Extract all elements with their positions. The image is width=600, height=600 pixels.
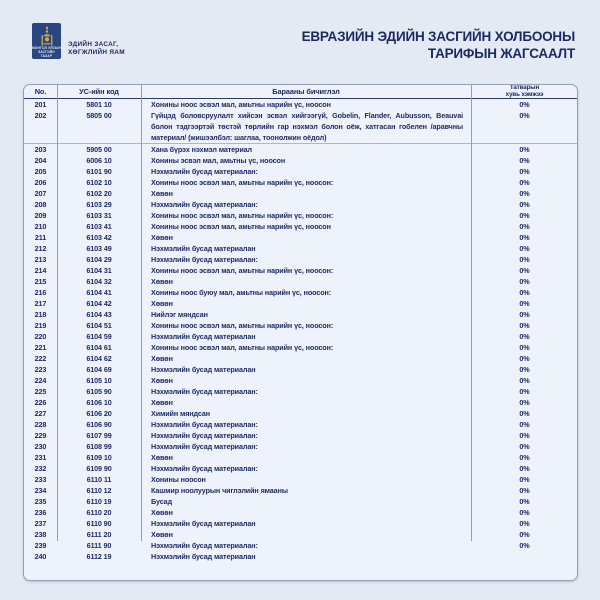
- cell-rate: 0%: [519, 222, 530, 231]
- cell-rate: 0%: [519, 387, 530, 396]
- cell-no: 225: [34, 387, 47, 396]
- cell-rate: 0%: [519, 100, 530, 109]
- table-row: [24, 298, 577, 309]
- cell-no: 215: [34, 277, 47, 286]
- table-row: [24, 276, 577, 287]
- cell-code: 6111 90: [86, 541, 112, 550]
- cell-code: 6106 10: [86, 398, 112, 407]
- cell-desc: Хонины ноос эсвэл мал, амьтны нарийн үс, ноосон:: [151, 321, 334, 330]
- cell-rate: 0%: [519, 145, 530, 154]
- cell-desc: Хонины ноос эсвэл мал, амьтны нарийн үс, ноосон:: [151, 211, 334, 220]
- table-row: [24, 188, 577, 199]
- cell-desc: Нийлэг мяндсан: [151, 310, 208, 319]
- table-row: [24, 166, 577, 177]
- cell-desc: Хана бүрэх нэхмэл материал: [151, 145, 253, 154]
- cell-desc: Хонины ноос буюу мал, амьтны нарийн үс, ноосон:: [151, 288, 332, 297]
- cell-code: 6103 31: [86, 211, 112, 220]
- cell-code: 6106 90: [86, 420, 112, 429]
- cell-no: 220: [34, 332, 47, 341]
- cell-rate: 0%: [519, 167, 530, 176]
- cell-no: 227: [34, 409, 47, 418]
- cell-no: 240: [34, 552, 47, 561]
- cell-code: 6106 20: [86, 409, 112, 418]
- cell-code: 6110 20: [86, 508, 112, 517]
- table-row: [24, 540, 577, 551]
- cell-no: 236: [34, 508, 47, 517]
- ministry-line1: ЭДИЙН ЗАСАГ,: [68, 41, 119, 48]
- col-header-description: Барааны бичиглэл: [272, 86, 340, 96]
- cell-rate: 0%: [519, 508, 530, 517]
- table-row: [24, 177, 577, 188]
- cell-code: 6110 11: [86, 475, 112, 484]
- cell-desc: Хонины ноос эсвэл мал, амьтны нарийн үс, ноосон: [151, 100, 331, 109]
- cell-rate: 0%: [519, 288, 530, 297]
- cell-no: 239: [34, 541, 47, 550]
- cell-code: 6104 51: [86, 321, 112, 330]
- table-row: [24, 397, 577, 408]
- cell-no: 203: [34, 145, 47, 154]
- cell-desc: Нэхмэлийн бусад материалан:: [151, 167, 258, 176]
- cell-no: 228: [34, 420, 47, 429]
- cell-desc: Хонины ноос эсвэл мал, амьтны нарийн үс, ноосон:: [151, 343, 334, 352]
- table-row: [24, 342, 577, 353]
- column-divider: [471, 85, 472, 541]
- table-row: [24, 485, 577, 496]
- cell-desc: Нэхмэлийн бусад материалан:: [151, 431, 258, 440]
- cell-rate: 0%: [519, 530, 530, 539]
- cell-rate: 0%: [519, 442, 530, 451]
- cell-rate: 0%: [519, 431, 530, 440]
- cell-code: 6104 41: [86, 288, 112, 297]
- cell-no: 216: [34, 288, 47, 297]
- cell-desc: Хонины ноос эсвэл мал, амьтны нарийн үс, ноосон:: [151, 266, 334, 275]
- table-header-row: [24, 85, 577, 99]
- table-row: [24, 408, 577, 419]
- cell-rate: 0%: [519, 299, 530, 308]
- cell-code: 6101 90: [86, 167, 112, 176]
- cell-no: 207: [34, 189, 47, 198]
- cell-no: 231: [34, 453, 47, 462]
- cell-rate: 0%: [519, 519, 530, 528]
- cell-code: 6104 59: [86, 332, 112, 341]
- cell-no: 212: [34, 244, 47, 253]
- cell-code: 6104 69: [86, 365, 112, 374]
- page-title-line2: ТАРИФЫН ЖАГСААЛТ: [427, 45, 575, 61]
- cell-rate: 0%: [519, 156, 530, 165]
- cell-no: 214: [34, 266, 47, 275]
- table-row: [24, 232, 577, 243]
- cell-code: 6105 10: [86, 376, 112, 385]
- table-row: [24, 375, 577, 386]
- column-divider: [141, 85, 142, 541]
- cell-no: 211: [34, 233, 47, 242]
- cell-desc: Нэхмэлийн бусад материалан: [151, 519, 256, 528]
- cell-no: 221: [34, 343, 47, 352]
- cell-no: 235: [34, 497, 47, 506]
- cell-rate: 0%: [519, 211, 530, 220]
- cell-no: 201: [34, 100, 47, 109]
- cell-rate: 0%: [519, 277, 530, 286]
- cell-rate: 0%: [519, 266, 530, 275]
- table-body: [24, 99, 577, 562]
- cell-code: 6104 42: [86, 299, 112, 308]
- table-row: [24, 551, 577, 562]
- cell-desc: Нэхмэлийн бусад материалан:: [151, 200, 258, 209]
- cell-rate: 0%: [519, 420, 530, 429]
- cell-rate: 0%: [519, 398, 530, 407]
- cell-code: 6109 10: [86, 453, 112, 462]
- logo-caption: МОНГОЛ УЛСЫН ЗАСГИЙН ГАЗАР: [32, 46, 61, 58]
- cell-no: 238: [34, 530, 47, 539]
- table-row: [24, 452, 577, 463]
- government-logo: [32, 23, 61, 59]
- cell-desc: Нэхмэлийн бусад материалан:: [151, 420, 258, 429]
- cell-desc: Хөвөн: [151, 530, 173, 539]
- cell-rate: 0%: [519, 475, 530, 484]
- cell-desc: Хөвөн: [151, 398, 173, 407]
- table-row: [24, 331, 577, 342]
- cell-code: 6103 29: [86, 200, 112, 209]
- cell-code: 6108 99: [86, 442, 112, 451]
- cell-desc: Нэхмэлийн бусад материалан:: [151, 387, 258, 396]
- cell-desc: Хонины ноос эсвэл мал, амьтны нарийн үс, ноосон:: [151, 178, 334, 187]
- table-row: [24, 430, 577, 441]
- cell-desc: Бусад: [151, 497, 173, 506]
- table-row: [24, 254, 577, 265]
- cell-desc: Нэхмэлийн бусад материалан:: [151, 442, 258, 451]
- cell-no: 206: [34, 178, 47, 187]
- cell-no: 205: [34, 167, 47, 176]
- cell-no: 204: [34, 156, 47, 165]
- cell-desc: Нэхмэлийн бусад материалан:: [151, 255, 258, 264]
- cell-desc: Нэхмэлийн бусад материалан: [151, 332, 256, 341]
- cell-desc: Хонины ноосон: [151, 475, 206, 484]
- cell-code: 6112 19: [86, 552, 112, 561]
- table-row: [24, 210, 577, 221]
- cell-code: 6111 20: [86, 530, 112, 539]
- cell-desc: Хонины ноос эсвэл мал, амьтны нарийн үс, ноосон: [151, 222, 331, 231]
- ministry-name: [68, 41, 125, 56]
- cell-no: 210: [34, 222, 47, 231]
- cell-rate: 0%: [519, 310, 530, 319]
- cell-code: 6104 62: [86, 354, 112, 363]
- cell-code: 6107 99: [86, 431, 112, 440]
- table-row: [24, 386, 577, 397]
- cell-code: 5801 10: [86, 100, 112, 109]
- cell-rate: 0%: [519, 233, 530, 242]
- cell-no: 237: [34, 519, 47, 528]
- cell-no: 213: [34, 255, 47, 264]
- table-row: [24, 265, 577, 276]
- cell-rate: 0%: [519, 365, 530, 374]
- cell-desc: Хөвөн: [151, 354, 173, 363]
- table-row: [24, 155, 577, 166]
- cell-code: 6110 12: [86, 486, 112, 495]
- table-row: [24, 419, 577, 430]
- cell-no: 234: [34, 486, 47, 495]
- cell-rate: 0%: [519, 486, 530, 495]
- cell-no: 223: [34, 365, 47, 374]
- cell-code: 6103 41: [86, 222, 112, 231]
- cell-rate: 0%: [519, 453, 530, 462]
- cell-rate: 0%: [519, 178, 530, 187]
- cell-desc: Нэхмэлийн бусад материалан: [151, 552, 256, 561]
- table-row: [24, 110, 577, 143]
- cell-code: 6104 31: [86, 266, 112, 275]
- cell-rate: 0%: [519, 343, 530, 352]
- cell-no: 232: [34, 464, 47, 473]
- table-row: [24, 99, 577, 110]
- cell-code: 6104 61: [86, 343, 112, 352]
- table-row: [24, 463, 577, 474]
- table-row: [24, 144, 577, 155]
- col-header-code: УС-ийн код: [79, 86, 119, 96]
- cell-rate: 0%: [519, 111, 530, 120]
- cell-code: 6109 90: [86, 464, 112, 473]
- cell-code: 6110 90: [86, 519, 112, 528]
- page-title-line1: ЕВРАЗИЙН ЭДИЙН ЗАСГИЙН ХОЛБООНЫ: [301, 29, 575, 44]
- cell-desc: Кашмир ноолуурын чиглэлийн ямааны: [151, 486, 288, 495]
- cell-desc: Хөвөн: [151, 189, 173, 198]
- cell-desc: Химийн мяндсан: [151, 409, 211, 418]
- cell-desc: Хөвөн: [151, 299, 173, 308]
- cell-rate: 0%: [519, 189, 530, 198]
- page-title: [245, 29, 575, 62]
- cell-desc: Хөвөн: [151, 453, 173, 462]
- cell-rate: 0%: [519, 376, 530, 385]
- cell-no: 230: [34, 442, 47, 451]
- cell-desc: Нэхмэлийн бусад материалан: [151, 244, 256, 253]
- cell-code: 6103 42: [86, 233, 112, 242]
- column-divider: [57, 85, 58, 541]
- cell-no: 233: [34, 475, 47, 484]
- cell-code: 6006 10: [86, 156, 112, 165]
- table-row: [24, 507, 577, 518]
- cell-code: 6104 32: [86, 277, 112, 286]
- cell-no: 222: [34, 354, 47, 363]
- cell-no: 218: [34, 310, 47, 319]
- cell-rate: 0%: [519, 255, 530, 264]
- table-row: [24, 199, 577, 210]
- cell-desc: Хөвөн: [151, 508, 173, 517]
- cell-desc: Хонины эсвэл мал, амьтны үс, ноосон: [151, 156, 286, 165]
- cell-desc: Нэхмэлийн бусад материалан: [151, 365, 256, 374]
- cell-rate: 0%: [519, 321, 530, 330]
- table-row: [24, 287, 577, 298]
- cell-code: 6104 29: [86, 255, 112, 264]
- cell-no: 229: [34, 431, 47, 440]
- table-row: [24, 221, 577, 232]
- soyombo-icon: [41, 26, 53, 46]
- table-row: [24, 320, 577, 331]
- cell-desc: Нэхмэлийн бусад материалан:: [151, 464, 258, 473]
- cell-rate: 0%: [519, 354, 530, 363]
- cell-desc: Нэхмэлийн бусад материалан:: [151, 541, 258, 550]
- cell-rate: 0%: [519, 332, 530, 341]
- cell-no: 217: [34, 299, 47, 308]
- cell-desc: Хөвөн: [151, 233, 173, 242]
- table-row: [24, 441, 577, 452]
- col-header-no: No.: [34, 86, 47, 96]
- cell-rate: 0%: [519, 464, 530, 473]
- table-row: [24, 353, 577, 364]
- cell-rate: 0%: [519, 409, 530, 418]
- cell-code: 6104 43: [86, 310, 112, 319]
- ministry-line2: ХӨГЖЛИЙН ЯАМ: [68, 48, 125, 56]
- table-row: [24, 364, 577, 375]
- cell-code: 6103 49: [86, 244, 112, 253]
- cell-no: 224: [34, 376, 47, 385]
- cell-no: 208: [34, 200, 47, 209]
- cell-code: 6102 20: [86, 189, 112, 198]
- cell-code: 6105 90: [86, 387, 112, 396]
- col-header-rate: Татварын хувь хэмжээ: [505, 84, 544, 98]
- cell-rate: 0%: [519, 541, 530, 550]
- cell-rate: 0%: [519, 497, 530, 506]
- table-row: [24, 243, 577, 254]
- tariff-table: [23, 84, 578, 581]
- cell-code: 6102 10: [86, 178, 112, 187]
- cell-code: 6110 19: [86, 497, 112, 506]
- cell-code: 5905 00: [86, 145, 112, 154]
- cell-desc: Гүйцэд боловсруулалт хийсэн эсвэл хийгээгүй, Gobelin, Flander, Aubusson, Beauvai болон тэдгээртэй төстэй төрлийн гар нэхмэл болон оёж, хатгасан гобелен /аравчны материал/ (жишээлбэл: шаглаа, тоонолжин оёдол): [151, 111, 463, 142]
- table-row: [24, 518, 577, 529]
- cell-rate: 0%: [519, 244, 530, 253]
- table-row: [24, 474, 577, 485]
- cell-code: 5805 00: [86, 111, 112, 120]
- cell-no: 202: [34, 111, 47, 120]
- table-row: [24, 496, 577, 507]
- cell-no: 209: [34, 211, 47, 220]
- cell-desc: Хөвөн: [151, 277, 173, 286]
- cell-rate: 0%: [519, 200, 530, 209]
- table-row: [24, 309, 577, 320]
- cell-no: 226: [34, 398, 47, 407]
- table-row: [24, 529, 577, 540]
- cell-desc: Хөвөн: [151, 376, 173, 385]
- cell-no: 219: [34, 321, 47, 330]
